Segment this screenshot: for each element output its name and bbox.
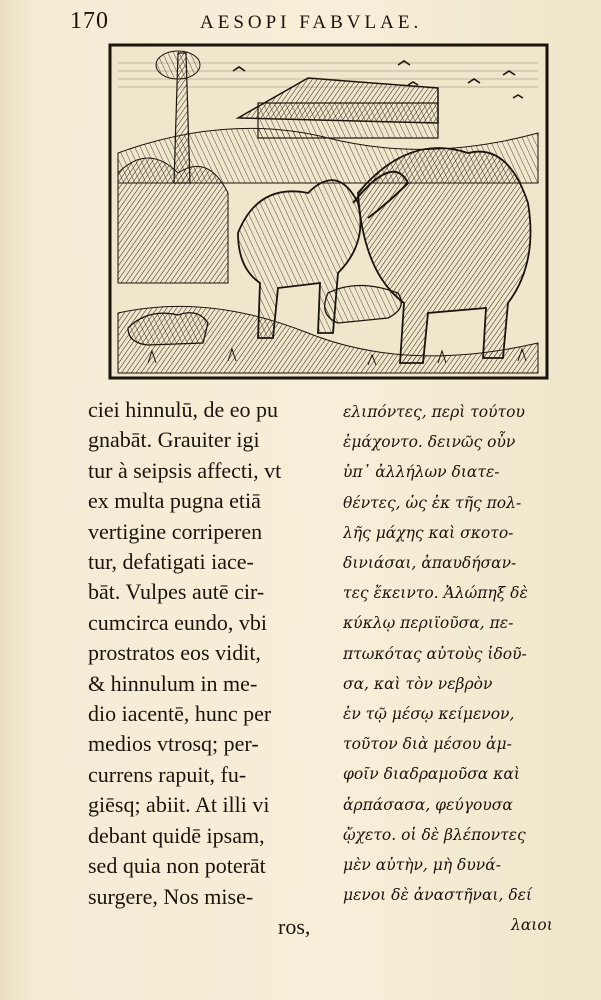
greek-line: ὑπ᾽ ἀλλήλων διατε- bbox=[343, 463, 500, 482]
greek-line: σα, καὶ τὸν νεβρὸν bbox=[343, 674, 493, 693]
page-header bbox=[0, 6, 601, 36]
greek-line: μὲν αὐτὴν, μὴ δυνά- bbox=[343, 856, 501, 875]
latin-line: surgere, Nos mise- bbox=[88, 883, 254, 909]
greek-line: μενοι δὲ ἀναστῆναι, δεί bbox=[343, 886, 533, 905]
latin-line: ex multa pugna etiā bbox=[88, 488, 261, 514]
latin-line: debant quidē ipsam, bbox=[88, 822, 265, 848]
latin-line: bāt. Vulpes autē cir- bbox=[88, 579, 265, 605]
latin-text-column bbox=[88, 395, 330, 942]
greek-line: ἐν τῷ μέσῳ κείμενον, bbox=[343, 705, 515, 724]
greek-line: κύκλῳ περιϊοῦσα, πε- bbox=[343, 614, 514, 633]
greek-line: ᾤχετο. οἱ δὲ βλέποντες bbox=[343, 825, 526, 844]
latin-line: ciei hinnulū, de eo pu bbox=[88, 397, 279, 422]
greek-line: φοῖν διαδραμοῦσα καὶ bbox=[343, 765, 520, 784]
greek-text-column bbox=[343, 397, 579, 941]
latin-line: prostratos eos vidit, bbox=[88, 640, 261, 666]
greek-line: ἁρπάσασα, φεύγουσα bbox=[343, 795, 513, 814]
greek-line: ελιπόντες, περὶ τούτου bbox=[343, 403, 525, 421]
greek-line: θέντες, ὡς ἐκ τῆς πολ- bbox=[343, 493, 522, 512]
latin-line: currens rapuit, fu- bbox=[88, 761, 247, 787]
greek-catchword: λαιοι bbox=[511, 916, 553, 935]
greek-line: τες ἔκειντο. Ἀλώπηξ δὲ bbox=[343, 584, 528, 603]
latin-line: dio iacentē, hunc per bbox=[88, 701, 272, 727]
latin-line: cumcirca eundo, vbi bbox=[88, 609, 267, 635]
greek-line: δινιάσαι, ἀπαυδήσαν- bbox=[343, 554, 517, 573]
latin-line: gnabāt. Grauiter igi bbox=[88, 427, 260, 453]
woodcut-illustration-icon bbox=[108, 43, 549, 380]
latin-line: sed quia non poterāt bbox=[88, 853, 266, 879]
latin-line: tur à seipsis affecti, vt bbox=[88, 457, 282, 483]
latin-line: vertigine corriperen bbox=[88, 518, 263, 544]
greek-line: τοῦτον διὰ μέσου ἀμ- bbox=[343, 735, 512, 754]
greek-line: πτωκότας αὐτοὺς ἰδοῦ- bbox=[343, 644, 527, 663]
latin-line: medios vtrosq; per- bbox=[88, 731, 259, 757]
running-title: AESOPI FABVLAE. bbox=[200, 12, 423, 33]
latin-catchword: ros, bbox=[278, 913, 311, 939]
page-number: 170 bbox=[70, 8, 109, 34]
latin-line: & hinnulum in me- bbox=[88, 670, 258, 696]
greek-line: ἐμάχοντο. δεινῶς οὖν bbox=[343, 433, 516, 452]
latin-line: giēsq; abiit. At illi vi bbox=[88, 792, 270, 818]
greek-line: λῆς μάχης καὶ σκοτο- bbox=[343, 523, 514, 542]
latin-line: tur, defatigati iace- bbox=[88, 549, 254, 575]
